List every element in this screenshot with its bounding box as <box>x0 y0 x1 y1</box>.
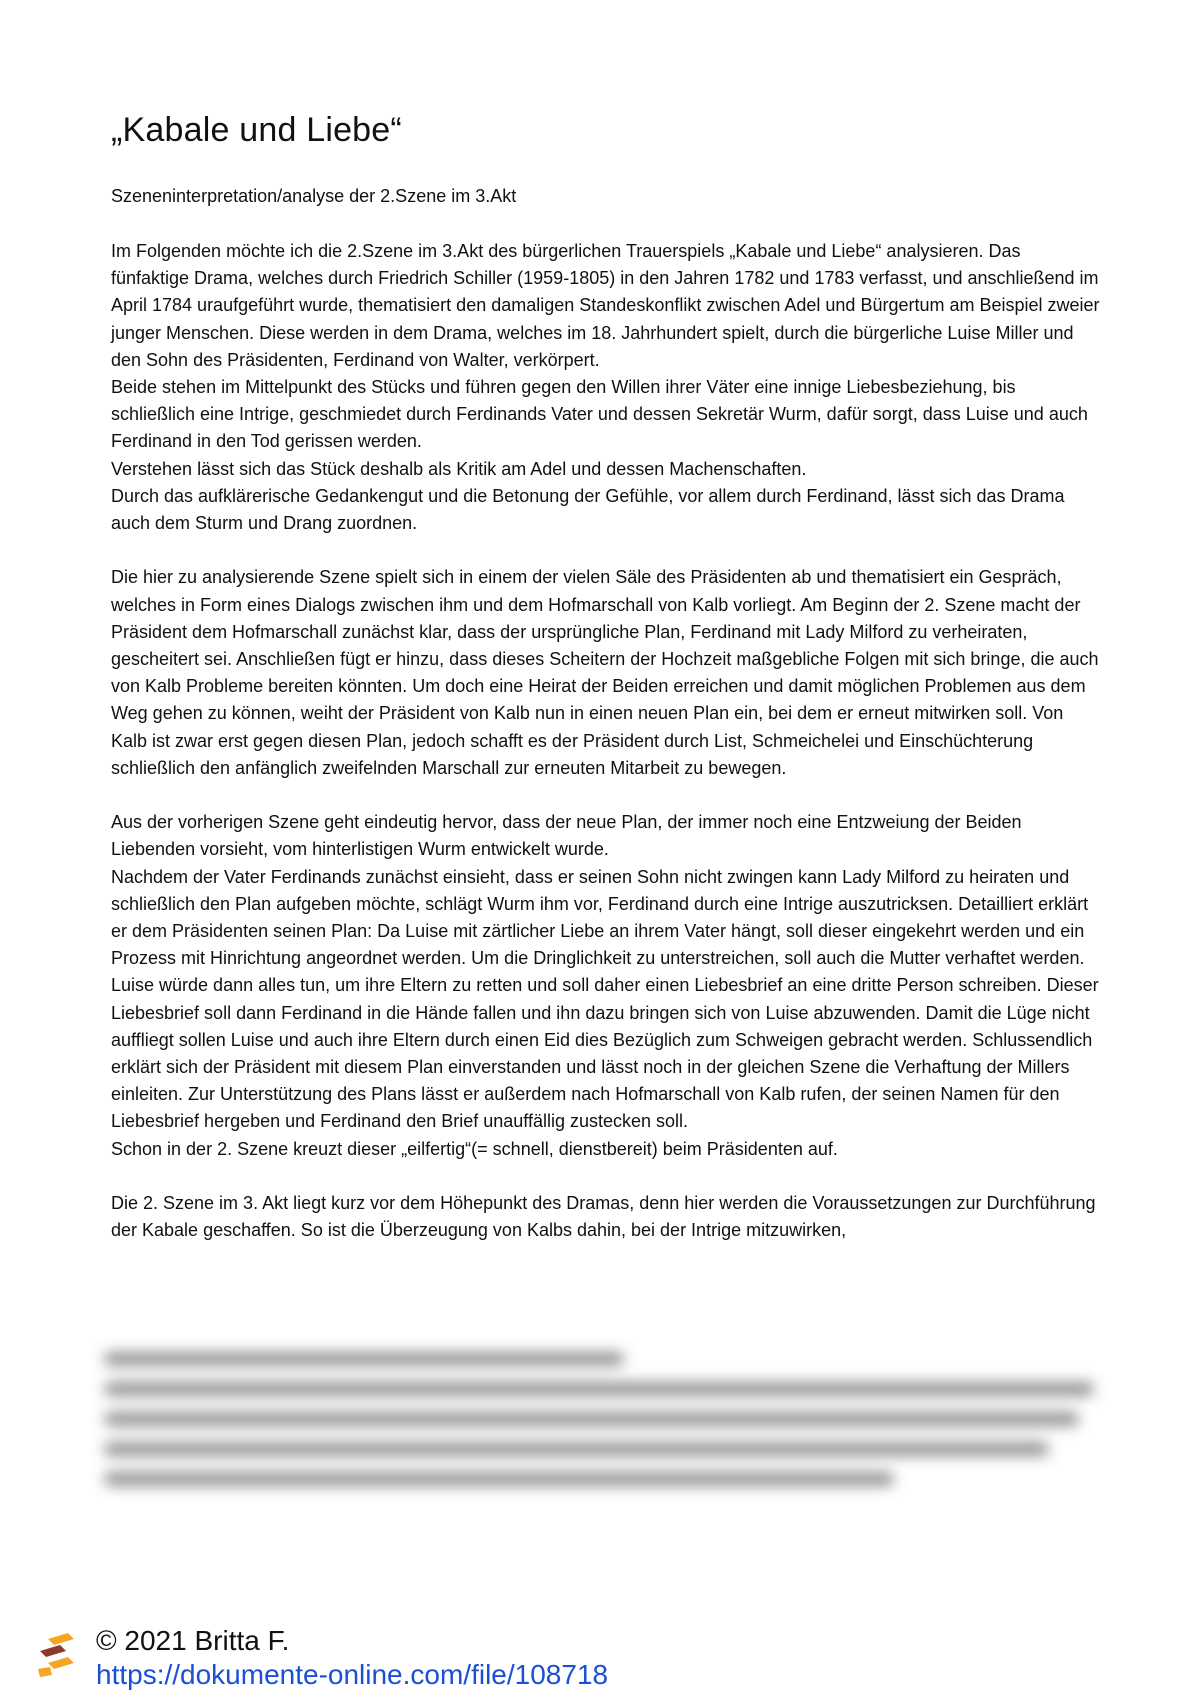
footer-source-link[interactable]: https://dokumente-online.com/file/108718 <box>96 1659 609 1690</box>
document-subtitle: Szeneninterpretation/analyse der 2.Szene im 3.Akt <box>111 186 517 206</box>
paragraph-spacer <box>111 537 1101 564</box>
paragraph-wurm-plan: Nachdem der Vater Ferdinands zunächst einsieht, dass er seinen Sohn nicht zwingen kann Lady Milford zu heiraten und schließlich den Plan aufgeben möchte, schlägt Wurm ihm vor, Ferdinand durch eine Intrige auszutricksen. Detailliert erklärt er dem Präsidenten seinen Plan: Da Luise mit zärtlicher Liebe an ihrem Vater hängt, soll dieser eingekehrt werden und ein Prozess mit Hinrichtung angeordnet werden. Um die Dringlichkeit zu unterstreichen, soll auch die Mutter verhaftet werden. Luise würde dann alles tun, um ihre Eltern zu retten und soll daher einen Liebesbrief an eine dritte Person schreiben. Dieser Liebesbrief soll dann Ferdinand in die Hände fallen und ihn dazu bringen sich von Luise abzuwenden. Damit die Lüge nicht auffliegt sollen Luise und auch ihre Eltern durch einen Eid dies Bezüglich zum Schweigen gebracht werden. Schlussendlich erklärt sich der Präsident mit diesem Plan einverstanden und lässt noch in der gleichen Szene die Verhaftung der Millers einleiten. Zur Unterstützung des Plans lässt er außerdem nach Hofmarschall von Kalb rufen, der seinen Namen für den Liebesbrief hergeben und Ferdinand den Brief unauffällig zustecken soll. <box>111 866 1099 1132</box>
paragraph-critique: Verstehen lässt sich das Stück deshalb als Kritik am Adel und dessen Machenschaften. <box>111 458 807 479</box>
blurred-line <box>104 1472 894 1486</box>
blurred-text-preview <box>104 1350 1104 1520</box>
blurred-line <box>104 1352 624 1366</box>
paragraph-climax: Die 2. Szene im 3. Akt liegt kurz vor dem Höhepunkt des Dramas, denn hier werden die Voraussetzungen zur Durchführung der Kabale geschaffen. So ist die Überzeugung von Kalbs dahin, bei der Intrige mitzuwirken, <box>111 1193 1096 1241</box>
paragraph-scene-summary: Die hier zu analysierende Szene spielt sich in einem der vielen Säle des Präsidenten ab und thematisiert ein Gespräch, welches in Form eines Dialogs zwischen ihm und dem Hofmarschall von Kalb vorliegt. Am Beginn der 2. Szene macht der Präsident dem Hofmarschall zunächst klar, dass der ursprüngliche Plan, Ferdinand mit Lady Milford zu verheiraten, gescheitert sei. Anschließen fügt er hinzu, dass dieses Scheitern der Hochzeit maßgebliche Folgen mit sich bringe, die auch von Kalb Probleme bereiten könnten. Um doch eine Heirat der Beiden erreichen und damit möglichen Problemen aus dem Weg gehen zu können, weiht der Präsident von Kalb nun in einen neuen Plan ein, bei dem er erneut mitwirken soll. Von Kalb ist zwar erst gegen diesen Plan, jedoch schafft es der Präsident durch List, Schmeichelei und Einschüchterung schließlich den anfänglich zweifelnden Marschall zur erneuten Mitarbeit zu bewegen. <box>111 567 1099 778</box>
footer-copyright: © 2021 Britta F. <box>96 1625 290 1656</box>
blurred-line <box>104 1412 1079 1426</box>
paragraph-previous-scene: Aus der vorherigen Szene geht eindeutig hervor, dass der neue Plan, der immer noch eine Entzweiung der Beiden Liebenden vorsieht, vom hinterlistigen Wurm entwickelt wurde. <box>111 812 1022 860</box>
paragraph-intro: Im Folgenden möchte ich die 2.Szene im 3.Akt des bürgerlichen Trauerspiels „Kabale und Liebe“ analysieren. Das fünfaktige Drama, welches durch Friedrich Schiller (1959-1805) in den Jahren 1782 und 1783 verfasst, und anschließend im April 1784 uraufgeführt wurde, thematisiert den damaligen Standeskonflikt zwischen Adel und Bürgertum am Beispiel zweier junger Menschen. Diese werden in dem Drama, welches im 18. Jahrhundert spielt, durch die bürgerliche Luise Miller und den Sohn des Präsidenten, Ferdinand von Walter, verkörpert. <box>111 241 1100 370</box>
document-body <box>111 238 1101 1244</box>
paragraph-spacer <box>111 1163 1101 1190</box>
blurred-line <box>104 1442 1049 1456</box>
paragraph-characters: Beide stehen im Mittelpunkt des Stücks und führen gegen den Willen ihrer Väter eine innige Liebesbeziehung, bis schließlich eine Intrige, geschmiedet durch Ferdinands Vater und dessen Sekretär Wurm, dafür sorgt, dass Luise und auch Ferdinand in den Tod gerissen werden. <box>111 377 1088 452</box>
dokumente-online-logo-icon <box>34 1629 86 1677</box>
paragraph-eilfertig: Schon in der 2. Szene kreuzt dieser „eilfertig“(= schnell, dienstbereit) beim Präsidenten auf. <box>111 1138 838 1159</box>
paragraph-spacer <box>111 782 1101 809</box>
document-title: „Kabale und Liebe“ <box>111 111 402 149</box>
paragraph-sturm-und-drang: Durch das aufklärerische Gedankengut und die Betonung der Gefühle, vor allem durch Ferdinand, lässt sich das Drama auch dem Sturm und Drang zuordnen. <box>111 485 1065 534</box>
blurred-line <box>104 1382 1094 1396</box>
